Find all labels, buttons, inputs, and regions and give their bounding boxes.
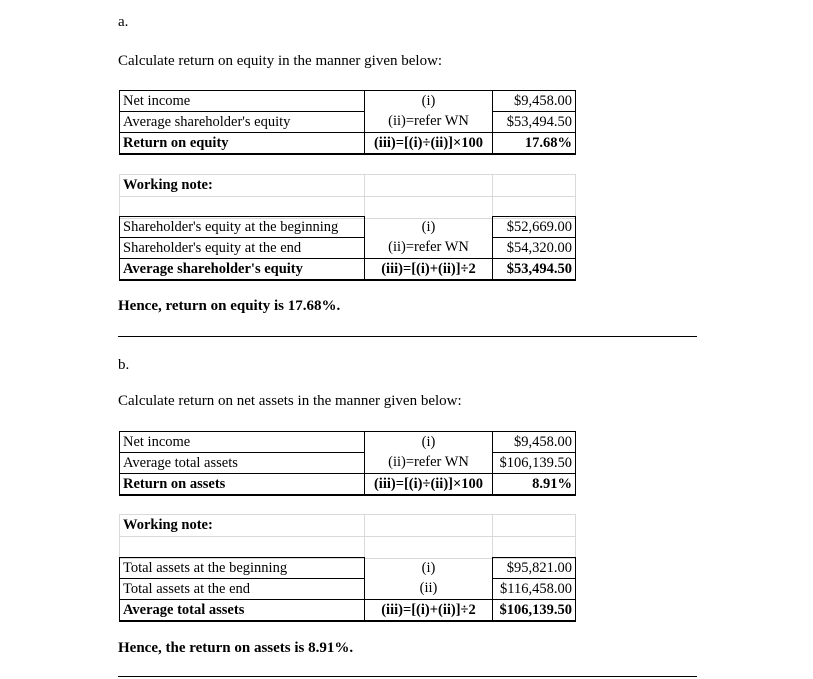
row-ref: (ii)=refer WN bbox=[365, 238, 493, 259]
table-row bbox=[120, 91, 576, 112]
row-value: 17.68% bbox=[493, 133, 576, 155]
table-row bbox=[120, 238, 576, 259]
row-value: 8.91% bbox=[493, 474, 576, 496]
row-label: Shareholder's equity at the end bbox=[120, 238, 365, 259]
roe-working-note-table bbox=[119, 216, 576, 281]
section-divider bbox=[118, 676, 697, 677]
table-row bbox=[120, 579, 576, 600]
row-label: Return on equity bbox=[120, 133, 365, 155]
row-ref: (i) bbox=[365, 217, 493, 238]
row-ref: (iii)=[(i)÷(ii)]×100 bbox=[365, 133, 493, 155]
row-value: $53,494.50 bbox=[493, 259, 576, 281]
part-b-letter: b. bbox=[118, 357, 130, 373]
row-label: Average shareholder's equity bbox=[120, 112, 365, 133]
table-row bbox=[120, 259, 576, 281]
row-ref: (i) bbox=[365, 91, 493, 112]
row-value: $52,669.00 bbox=[493, 217, 576, 238]
row-ref: (iii)=[(i)÷(ii)]×100 bbox=[365, 474, 493, 496]
section-divider bbox=[118, 336, 697, 337]
roa-table bbox=[119, 431, 576, 496]
row-label: Average shareholder's equity bbox=[120, 259, 365, 281]
row-ref: (i) bbox=[365, 432, 493, 453]
working-note-title: Working note: bbox=[120, 515, 365, 537]
table-row bbox=[120, 217, 576, 238]
row-value: $95,821.00 bbox=[493, 558, 576, 579]
table-row bbox=[120, 432, 576, 453]
roe-table bbox=[119, 90, 576, 155]
row-ref: (ii)=refer WN bbox=[365, 453, 493, 474]
row-ref: (i) bbox=[365, 558, 493, 579]
row-value: $106,139.50 bbox=[493, 453, 576, 474]
part-a-conclusion: Hence, return on equity is 17.68%. bbox=[118, 298, 341, 314]
part-b-intro: Calculate return on net assets in the manner given below: bbox=[118, 393, 462, 409]
row-ref: (iii)=[(i)+(ii)]÷2 bbox=[365, 259, 493, 281]
working-note-header-a bbox=[119, 174, 576, 219]
row-value: $106,139.50 bbox=[493, 600, 576, 622]
table-row bbox=[120, 600, 576, 622]
row-ref: (ii) bbox=[365, 579, 493, 600]
working-note-header-b bbox=[119, 514, 576, 559]
part-a-letter: a. bbox=[118, 14, 129, 30]
row-label: Average total assets bbox=[120, 453, 365, 474]
row-label: Average total assets bbox=[120, 600, 365, 622]
table-row bbox=[120, 474, 576, 496]
part-b-conclusion: Hence, the return on assets is 8.91%. bbox=[118, 640, 354, 656]
row-label: Shareholder's equity at the beginning bbox=[120, 217, 365, 238]
roa-working-note-table bbox=[119, 557, 576, 622]
row-label: Total assets at the beginning bbox=[120, 558, 365, 579]
row-ref: (iii)=[(i)+(ii)]÷2 bbox=[365, 600, 493, 622]
row-label: Total assets at the end bbox=[120, 579, 365, 600]
table-row bbox=[120, 112, 576, 133]
row-label: Net income bbox=[120, 91, 365, 112]
part-a-intro: Calculate return on equity in the manner given below: bbox=[118, 53, 443, 69]
table-row bbox=[120, 453, 576, 474]
row-value: $54,320.00 bbox=[493, 238, 576, 259]
row-value: $9,458.00 bbox=[493, 432, 576, 453]
row-value: $53,494.50 bbox=[493, 112, 576, 133]
row-value: $9,458.00 bbox=[493, 91, 576, 112]
table-row bbox=[120, 558, 576, 579]
row-label: Return on assets bbox=[120, 474, 365, 496]
row-value: $116,458.00 bbox=[493, 579, 576, 600]
working-note-title: Working note: bbox=[120, 175, 365, 197]
row-ref: (ii)=refer WN bbox=[365, 112, 493, 133]
table-row bbox=[120, 133, 576, 155]
row-label: Net income bbox=[120, 432, 365, 453]
